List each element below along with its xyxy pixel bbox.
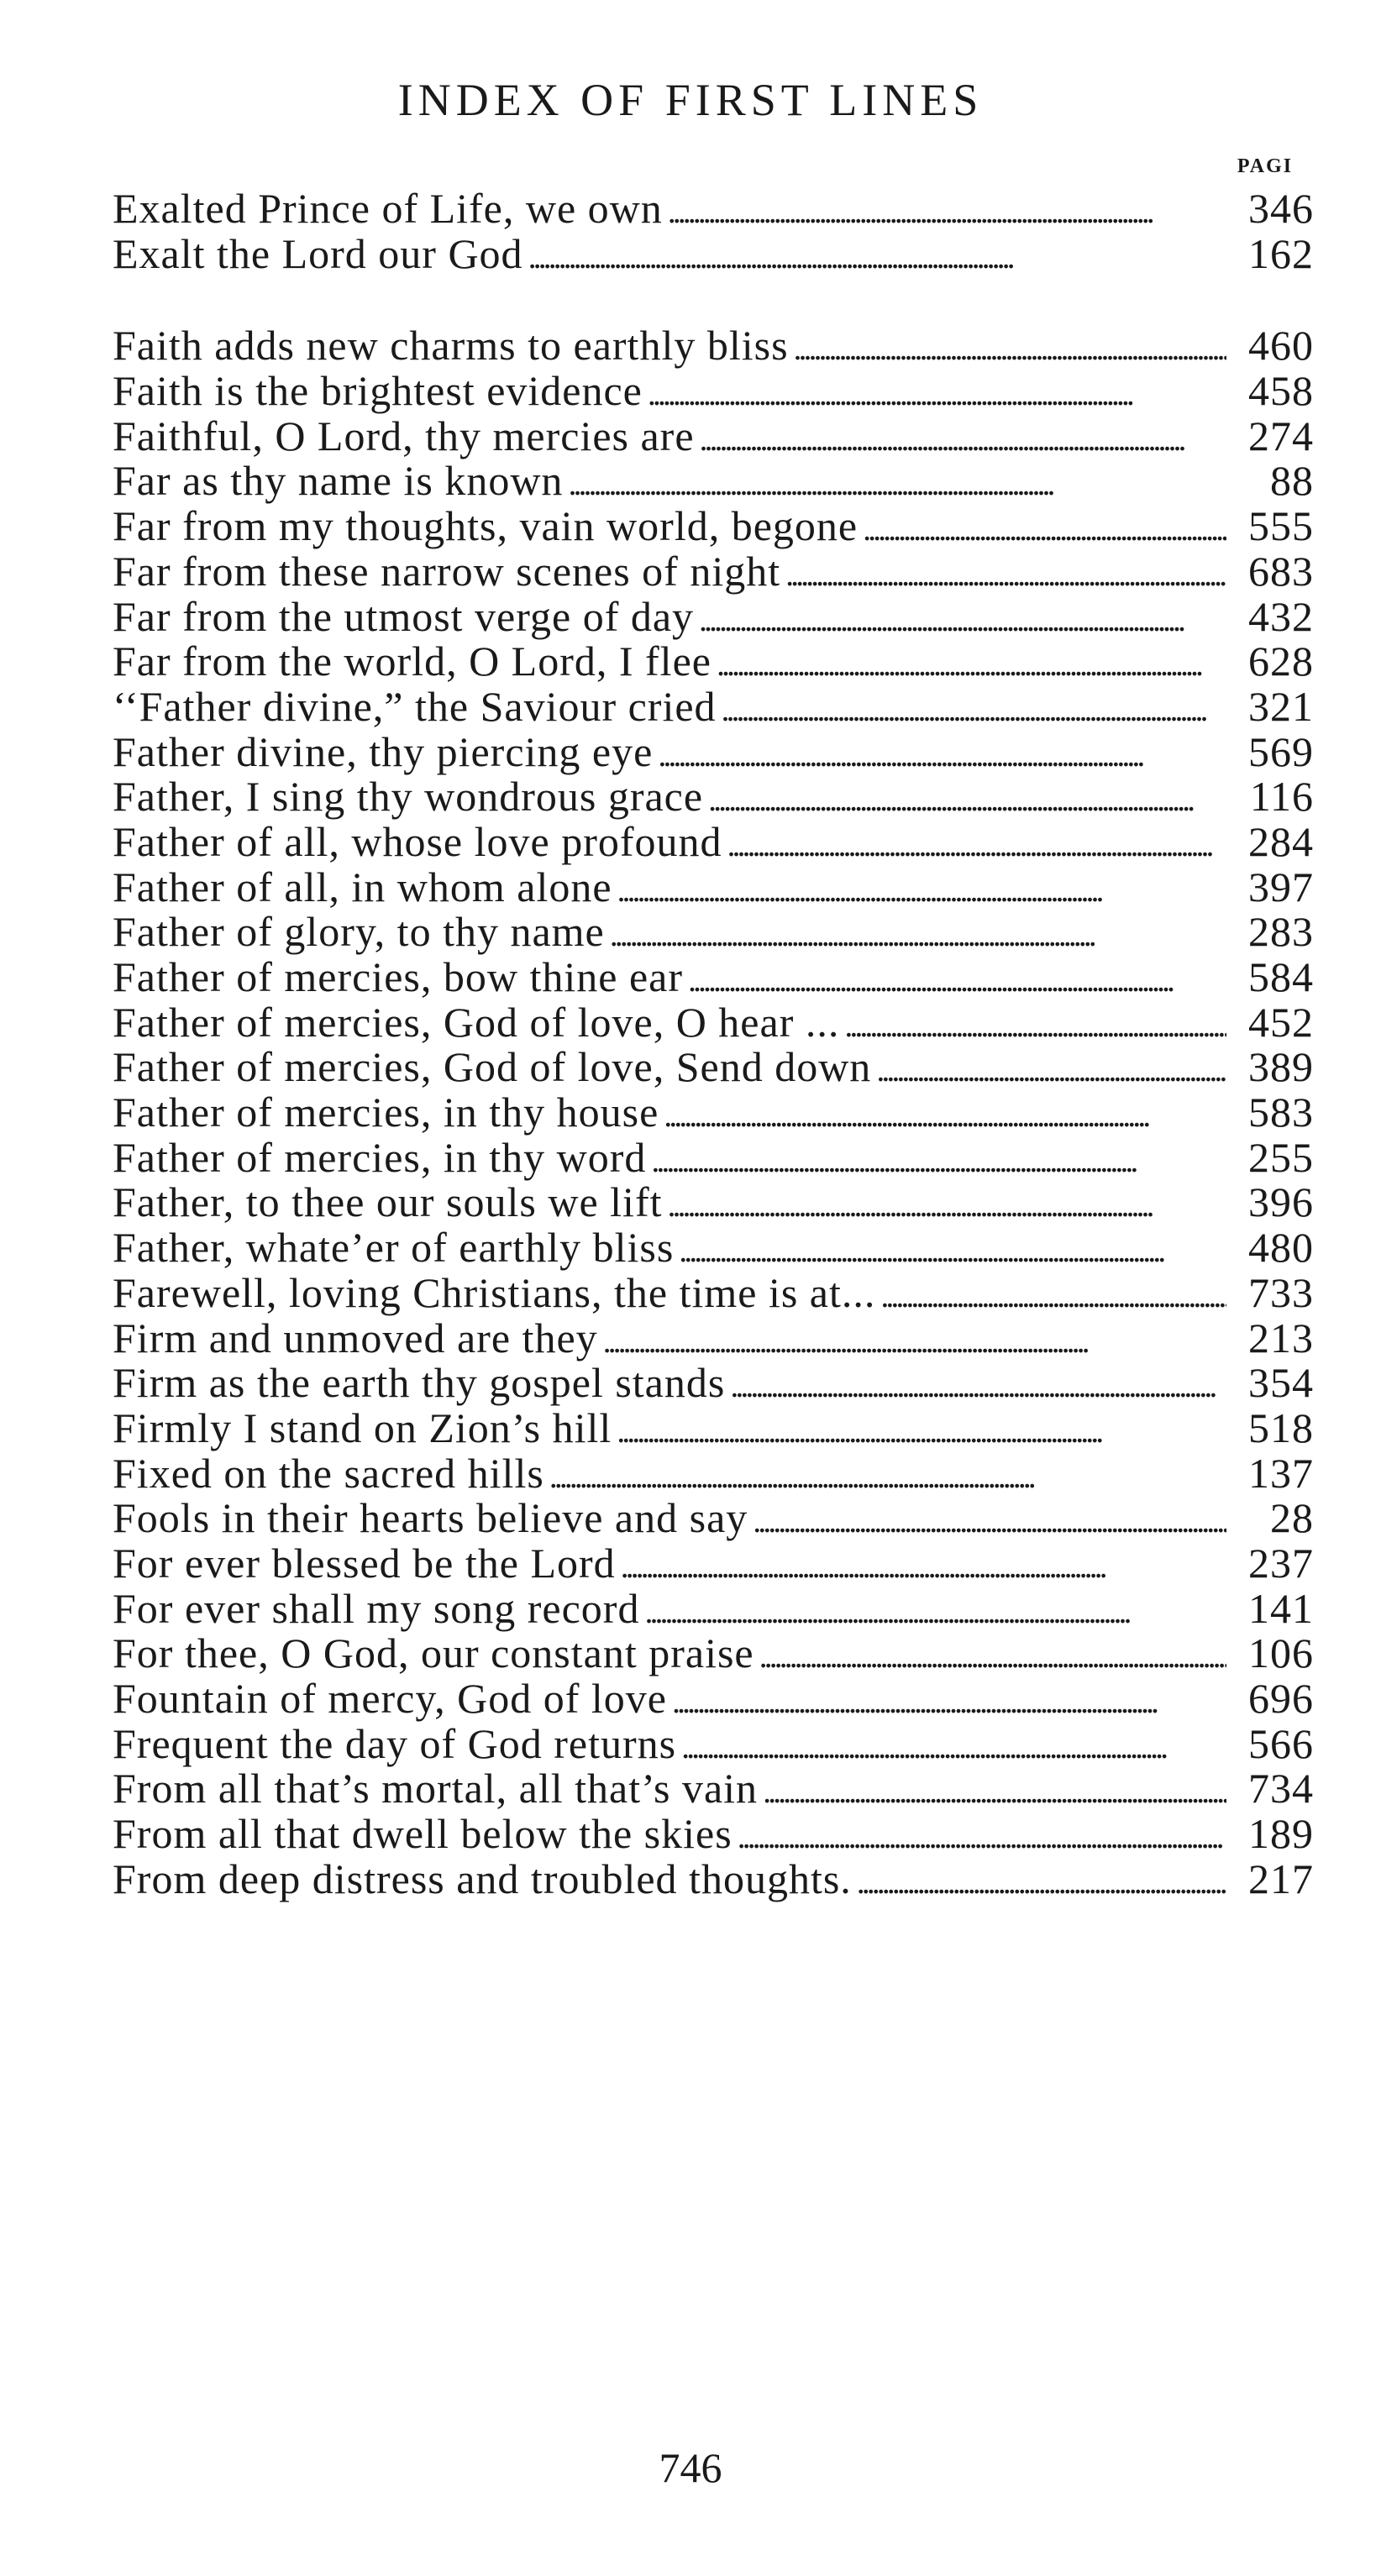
dot-leader (610, 910, 1226, 957)
index-entry (113, 229, 1314, 277)
entry-page-number: 460 (1248, 322, 1314, 370)
entry-page-number: 432 (1248, 592, 1314, 640)
dot-leader (621, 1541, 1226, 1589)
dot-leader (880, 1271, 1226, 1319)
dot-leader (844, 1000, 1226, 1048)
index-entry (113, 1316, 1314, 1361)
dot-leader (876, 1045, 1226, 1093)
index-entry (113, 1090, 1314, 1136)
dot-leader (568, 459, 1226, 506)
entry-first-line: Farewell, loving Christians, the time is at... (113, 1268, 876, 1316)
index-entry-list (113, 186, 1314, 1902)
index-entry (113, 1133, 1314, 1181)
index-entry (113, 1676, 1314, 1722)
entry-page-number: 162 (1248, 229, 1314, 277)
index-entry (113, 865, 1314, 910)
index-entry (113, 1225, 1314, 1271)
entry-page-number: 628 (1248, 637, 1314, 685)
entry-page-number: 255 (1248, 1133, 1314, 1181)
index-entry (113, 1719, 1314, 1767)
index-entry (113, 1766, 1314, 1812)
entry-page-number: 566 (1248, 1719, 1314, 1767)
entry-first-line: ‘‘Father divine,” the Saviour cried (113, 682, 717, 730)
dot-leader (708, 774, 1226, 822)
entry-page-number: 480 (1248, 1224, 1314, 1272)
entry-first-line: Father of glory, to thy name (113, 908, 605, 956)
dot-leader (794, 323, 1226, 371)
entry-page-number: 733 (1248, 1268, 1314, 1316)
entry-page-number: 396 (1248, 1178, 1314, 1226)
entry-page-number: 683 (1248, 547, 1314, 595)
entry-first-line: Exalted Prince of Life, we own (113, 185, 663, 232)
dot-leader (730, 1361, 1226, 1409)
dot-leader (603, 1316, 1226, 1364)
dot-leader (857, 1857, 1226, 1905)
index-entry (113, 1541, 1314, 1587)
entry-page-number: 346 (1248, 185, 1314, 232)
index-entry (113, 1631, 1314, 1676)
index-entry (113, 1045, 1314, 1090)
entry-page-number: 583 (1248, 1089, 1314, 1136)
entry-first-line: Fountain of mercy, God of love (113, 1675, 667, 1722)
index-entry (113, 682, 1314, 730)
dot-leader (759, 1631, 1226, 1679)
index-entry (113, 817, 1314, 865)
entry-page-number: 696 (1248, 1675, 1314, 1722)
entry-page-number: 555 (1248, 502, 1314, 550)
dot-leader (658, 730, 1226, 778)
entry-first-line: Father of mercies, bow thine ear (113, 953, 683, 1000)
index-entry (113, 186, 1314, 232)
dot-leader (722, 685, 1226, 732)
entry-first-line: Father, whate’er of earthly bliss (113, 1224, 675, 1272)
dot-leader (688, 955, 1226, 1003)
entry-first-line: Father, I sing thy wondrous grace (113, 773, 704, 821)
entry-first-line: From all that dwell below the skies (113, 1810, 733, 1858)
index-entry (113, 1403, 1314, 1451)
index-entry (113, 592, 1314, 640)
entry-page-number: 389 (1248, 1043, 1314, 1091)
entry-page-number: 284 (1248, 817, 1314, 865)
entry-first-line: Exalt the Lord our God (113, 229, 523, 277)
dot-leader (717, 639, 1226, 687)
index-entry (113, 1584, 1314, 1632)
page-title: INDEX OF FIRST LINES (397, 75, 984, 125)
entry-first-line: Father of all, in whom alone (113, 863, 612, 910)
entry-first-line: For ever shall my song record (113, 1584, 640, 1632)
entry-first-line: Firmly I stand on Zion’s hill (113, 1403, 612, 1451)
dot-leader (699, 595, 1226, 643)
entry-first-line: For thee, O God, our constant praise (113, 1629, 754, 1677)
entry-first-line: Far from the world, O Lord, I flee (113, 637, 712, 685)
dot-leader (617, 865, 1226, 913)
dot-leader (528, 232, 1226, 280)
dot-leader (667, 1180, 1226, 1228)
dot-leader (738, 1812, 1226, 1860)
dot-leader (648, 369, 1226, 417)
entry-page-number: 518 (1248, 1403, 1314, 1451)
entry-first-line: Faith is the brightest evidence (113, 367, 643, 415)
index-entry (113, 955, 1314, 1000)
entry-first-line: From deep distress and troubled thoughts. (113, 1855, 852, 1902)
index-entry (113, 727, 1314, 775)
entry-first-line: Father of mercies, God of love, O hear ... (113, 998, 840, 1046)
dot-leader (617, 1406, 1226, 1454)
entry-page-number: 274 (1248, 412, 1314, 459)
entry-page-number: 734 (1248, 1765, 1314, 1813)
entry-page-number: 354 (1248, 1359, 1314, 1407)
dot-leader (727, 820, 1226, 868)
dot-leader (763, 1766, 1226, 1814)
dot-leader (863, 504, 1226, 552)
dot-leader (668, 186, 1226, 234)
entry-page-number: 584 (1248, 953, 1314, 1000)
index-entry (113, 1857, 1314, 1902)
entry-first-line: Frequent the day of God returns (113, 1719, 677, 1767)
dot-leader (651, 1136, 1226, 1183)
entry-first-line: Father of mercies, God of love, Send down (113, 1043, 872, 1091)
index-entry (113, 459, 1314, 504)
entry-page-number: 458 (1248, 367, 1314, 415)
index-entry (113, 774, 1314, 820)
dot-leader (549, 1451, 1226, 1499)
entry-first-line: Father of all, whose love profound (113, 817, 722, 865)
index-entry (113, 1361, 1314, 1406)
index-entry (113, 1180, 1314, 1225)
entry-page-number: 88 (1270, 457, 1314, 505)
index-entry (113, 1000, 1314, 1046)
entry-first-line: From all that’s mortal, all that’s vain (113, 1765, 759, 1813)
index-entry (113, 369, 1314, 414)
entry-first-line: Faith adds new charms to earthly bliss (113, 322, 789, 370)
index-entry (113, 1812, 1314, 1857)
entry-page-number: 116 (1249, 773, 1314, 821)
entry-first-line: Fools in their hearts believe and say (113, 1494, 748, 1542)
entry-page-number: 217 (1248, 1855, 1314, 1902)
entry-first-line: Far from my thoughts, vain world, begone (113, 502, 859, 550)
index-entry (113, 1451, 1314, 1497)
entry-first-line: Faithful, O Lord, thy mercies are (113, 412, 695, 459)
entry-first-line: Fixed on the sacred hills (113, 1449, 544, 1497)
entry-page-number: 569 (1248, 727, 1314, 775)
page-number-footer: 746 (659, 2444, 722, 2491)
dot-leader (664, 1090, 1226, 1138)
dot-leader (672, 1676, 1226, 1724)
dot-leader (679, 1225, 1226, 1273)
entry-page-number: 452 (1248, 998, 1314, 1046)
index-entry (113, 323, 1314, 369)
entry-first-line: Firm and unmoved are they (113, 1314, 598, 1361)
index-entry (113, 910, 1314, 955)
dot-leader (753, 1496, 1226, 1544)
entry-page-number: 137 (1248, 1449, 1314, 1497)
entry-page-number: 28 (1270, 1494, 1314, 1542)
entry-page-number: 106 (1248, 1629, 1314, 1677)
dot-leader (644, 1587, 1226, 1634)
entry-first-line: Father, to thee our souls we lift (113, 1178, 663, 1226)
index-entry (113, 504, 1314, 549)
dot-leader (785, 549, 1226, 597)
index-entry (113, 639, 1314, 685)
entry-first-line: For ever blessed be the Lord (113, 1539, 616, 1587)
index-entry (113, 1496, 1314, 1541)
entry-first-line: Father divine, thy piercing eye (113, 727, 654, 775)
entry-page-number: 189 (1248, 1810, 1314, 1858)
entry-first-line: Far from these narrow scenes of night (113, 547, 781, 595)
index-entry (113, 414, 1314, 459)
index-entry (113, 1268, 1314, 1316)
entry-page-number: 141 (1248, 1584, 1314, 1632)
page-column-label: PAGI (1237, 155, 1294, 177)
entry-page-number: 321 (1248, 682, 1314, 730)
entry-page-number: 237 (1248, 1539, 1314, 1587)
entry-first-line: Firm as the earth thy gospel stands (113, 1359, 726, 1407)
entry-page-number: 213 (1248, 1314, 1314, 1361)
entry-first-line: Far as thy name is known (113, 457, 564, 505)
entry-page-number: 397 (1248, 863, 1314, 910)
entry-first-line: Father of mercies, in thy house (113, 1089, 659, 1136)
entry-first-line: Father of mercies, in thy word (113, 1133, 647, 1181)
dot-leader (681, 1722, 1226, 1770)
entry-first-line: Far from the utmost verge of day (113, 592, 695, 640)
dot-leader (700, 414, 1226, 462)
index-entry (113, 549, 1314, 595)
entry-page-number: 283 (1248, 908, 1314, 956)
